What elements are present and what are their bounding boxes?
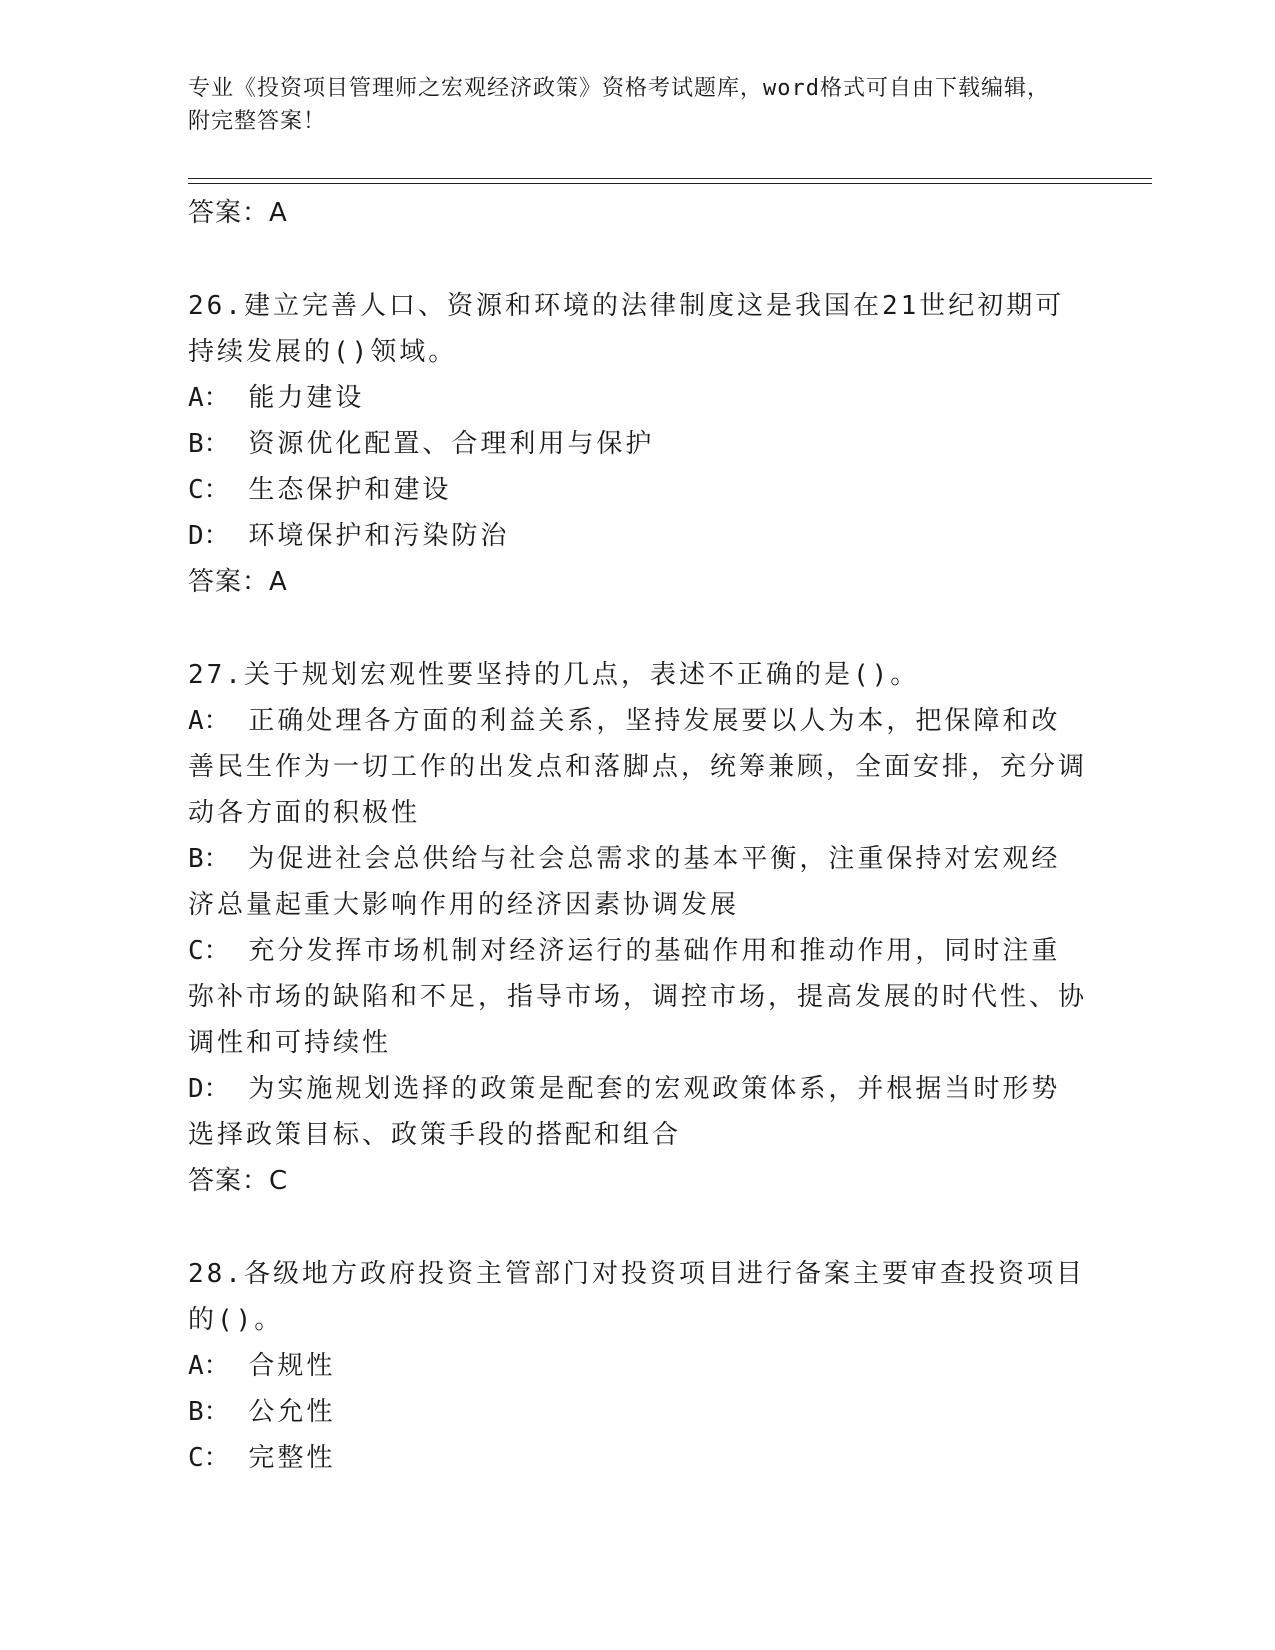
question-block [188,1251,1088,1481]
option-d: D： 为实施规划选择的政策是配套的宏观政策体系，并根据当时形势选择政策目标、政策手段的搭配和组合 [188,1074,1061,1150]
option-a: A： 合规性 [188,1351,336,1381]
option-c: C： 完整性 [188,1443,336,1473]
question-block [188,283,1088,605]
question-text: 26.建立完善人口、资源和环境的法律制度这是我国在21世纪初期可持续发展的()领域。 [188,291,1065,367]
question-list [188,190,1088,1481]
question-block [188,652,1088,1204]
question-text: 27.关于规划宏观性要坚持的几点，表述不正确的是()。 [188,660,920,690]
answer-line: 答案：A [188,567,288,597]
option-b: B： 为促进社会总供给与社会总需求的基本平衡，注重保持对宏观经济总量起重大影响作用的经济因素协调发展 [188,844,1061,920]
answer-line: 答案：C [188,1166,289,1196]
option-a: A： 能力建设 [188,383,365,413]
option-d: D： 环境保护和污染防治 [188,521,510,551]
option-c: C： 充分发挥市场机制对经济运行的基础作用和推动作用，同时注重弥补市场的缺陷和不足，指导市场，调控市场，提高发展的时代性、协调性和可持续性 [188,936,1088,1058]
option-b: B： 公允性 [188,1397,336,1427]
header-divider-bottom [188,183,1152,184]
option-b: B： 资源优化配置、合理利用与保护 [188,429,655,459]
document-header: 专业《投资项目管理师之宏观经济政策》资格考试题库，word格式可自由下载编辑，附完整答案！ [188,76,1050,134]
option-a: A： 正确处理各方面的利益关系，坚持发展要以人为本，把保障和改善民生作为一切工作的出发点和落脚点，统筹兼顾，全面安排，充分调动各方面的积极性 [188,706,1088,828]
question-text: 28.各级地方政府投资主管部门对投资项目进行备案主要审查投资项目的()。 [188,1259,1085,1335]
option-c: C： 生态保护和建设 [188,475,452,505]
answer-line: 答案：A [188,198,288,228]
header-divider-top [188,178,1152,179]
